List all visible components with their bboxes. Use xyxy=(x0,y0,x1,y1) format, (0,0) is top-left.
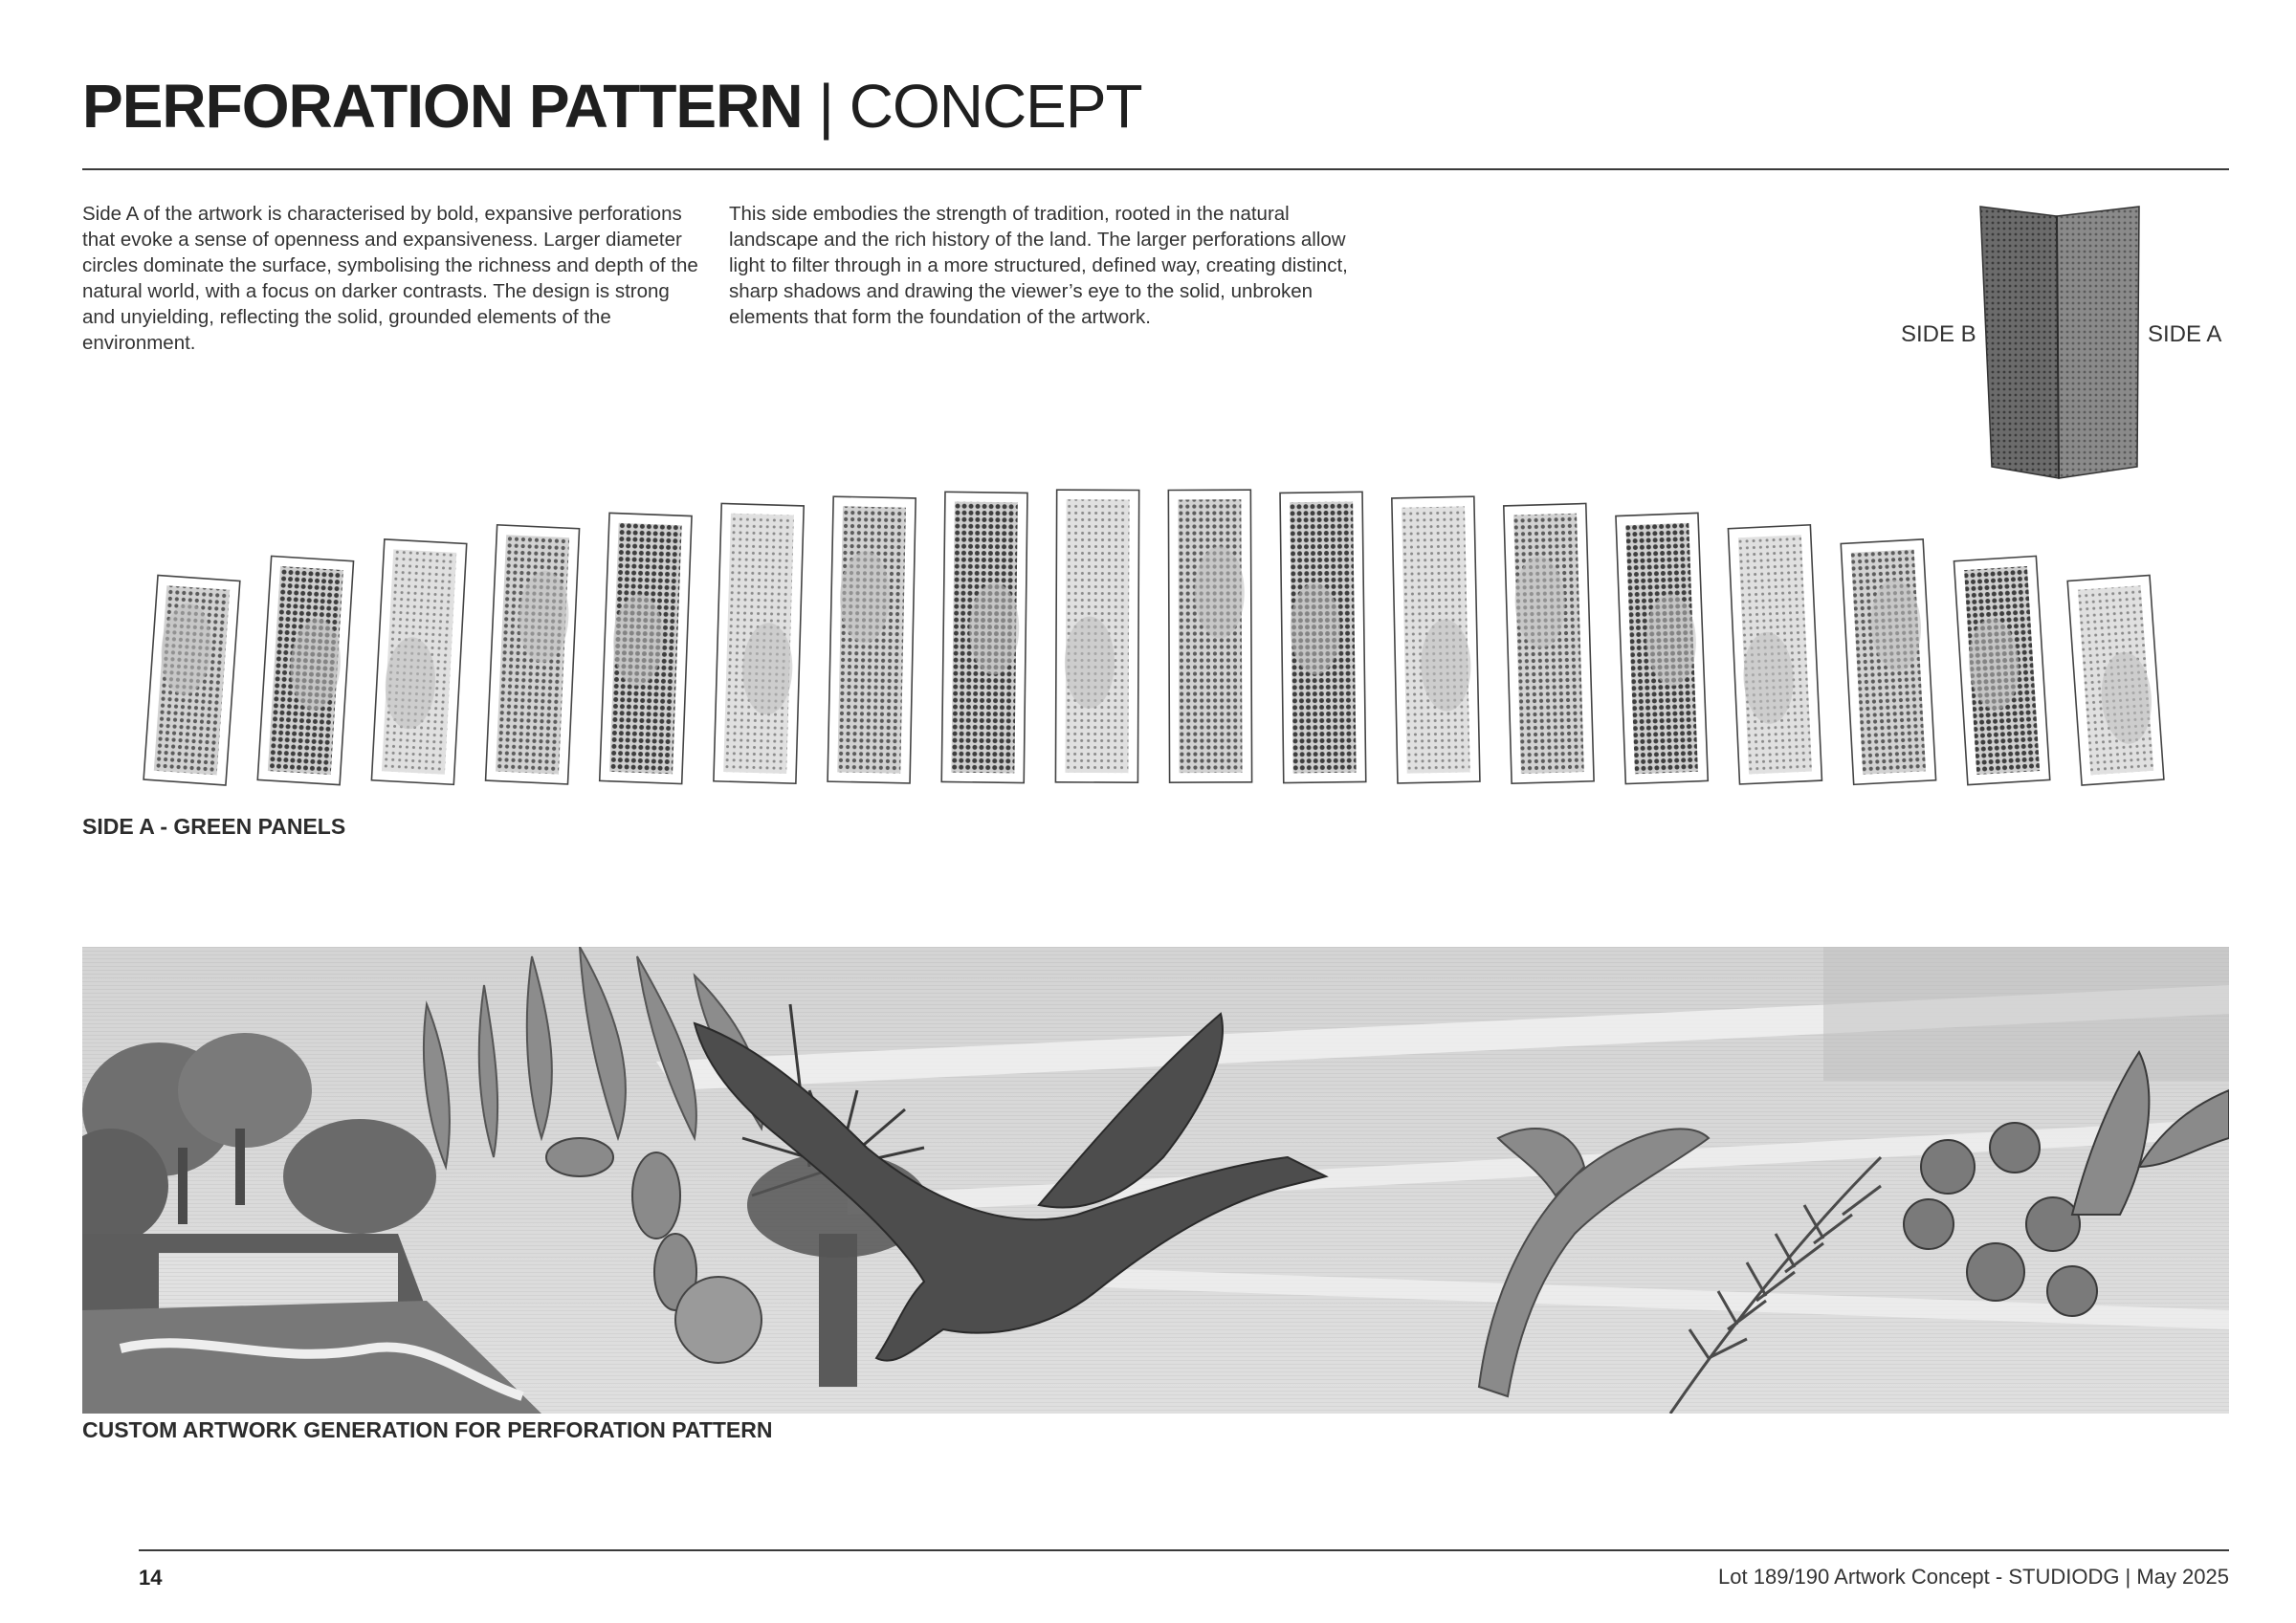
page-title xyxy=(82,71,1142,142)
perforated-panel xyxy=(144,576,240,785)
artwork-caption: CUSTOM ARTWORK GENERATION FOR PERFORATION PATTERN xyxy=(82,1417,773,1442)
title-sub: CONCEPT xyxy=(849,72,1142,141)
perforated-panel xyxy=(600,513,692,783)
perforated-panel xyxy=(1392,496,1480,783)
footer-text: Lot 189/190 Artwork Concept - STUDIODG | May 2025 xyxy=(1718,1565,2229,1589)
title-separator: | xyxy=(818,72,833,141)
perforated-panel xyxy=(828,496,916,783)
perforated-panel xyxy=(1168,490,1251,782)
perforated-panel xyxy=(1055,490,1138,782)
perforated-panel xyxy=(714,503,804,783)
perforated-panel xyxy=(1504,503,1594,783)
side-a-label: SIDE A xyxy=(2148,321,2222,347)
panel-row xyxy=(0,450,2296,794)
perforated-panel xyxy=(1954,556,2049,784)
perforated-panel xyxy=(1841,539,1935,784)
perforated-panel xyxy=(257,556,353,784)
side-b-label: SIDE B xyxy=(1901,321,1976,347)
perforated-panel xyxy=(371,539,466,784)
screen-3d-diagram xyxy=(1978,203,2143,480)
page-number: 14 xyxy=(139,1566,163,1590)
intro-paragraph-1: Side A of the artwork is characterised by bold, expansive perforations that evoke a sense of openness and expansiveness. Larger diameter circles dominate the surface, symbolising the richness and depth of the natural world, with a focus on darker contrasts. The design is strong and unyielding, reflecting the solid, grounded elements of the environment. xyxy=(82,203,698,354)
screen-side-a-panel xyxy=(2057,207,2139,478)
custom-artwork-illustration xyxy=(82,947,2229,1414)
perforated-panel xyxy=(941,492,1027,782)
screen-side-b-panel xyxy=(1980,207,2059,478)
perforated-panel xyxy=(1280,492,1366,782)
perforated-panel xyxy=(1616,513,1708,783)
panels-caption: SIDE A - GREEN PANELS xyxy=(82,814,346,839)
perforated-panel xyxy=(486,525,580,784)
perforated-panel xyxy=(2067,576,2164,785)
perforated-panel xyxy=(1728,525,1821,784)
header-rule xyxy=(82,168,2229,170)
intro-paragraph-2: This side embodies the strength of tradition, rooted in the natural landscape and the rich history of the land. The larger perforations allow light to filter through in a more structured, defined way, creating distinct, sharp shadows and drawing the viewer’s eye to the solid, unbroken elements that form the foundation of the artwork. xyxy=(729,203,1348,328)
footer-rule xyxy=(139,1549,2229,1551)
title-main: PERFORATION PATTERN xyxy=(82,72,803,141)
